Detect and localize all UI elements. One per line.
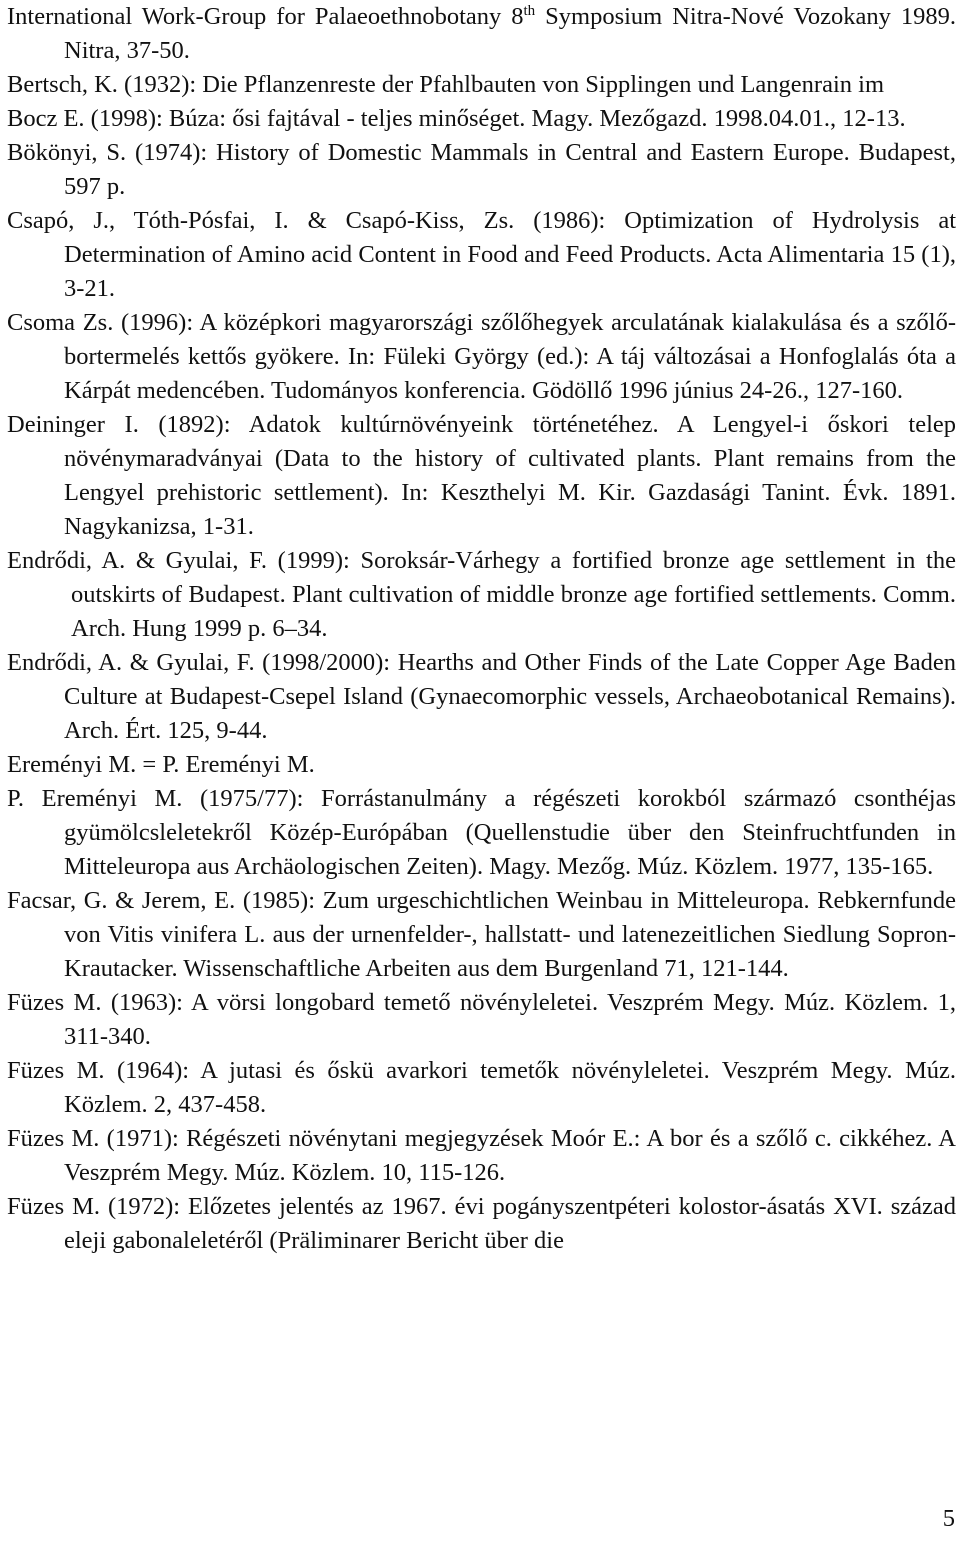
reference-entry: Deininger I. (1892): Adatok kultúrnövényeink történetéhez. A Lengyel-i őskori telep növénymaradványai (Data to the history of cultivated plants. Plant remains from the Lengyel prehistoric settlement). In: Keszthelyi M. Kir. Gazdasági Tanint. Évk. 1891. Nagykanizsa, 1-31. [7,411,956,540]
reference-list [7,0,956,1258]
reference-entry: Csoma Zs. (1996): A középkori magyarországi szőlőhegyek arculatának kialakulása és a szőlő-bortermelés kettős gyökere. In: Füleki György (ed.): A táj változásai a Honfoglalás óta a Kárpát medencében. Tudományos konferencia. Gödöllő 1996 június 24-26., 127-160. [7,309,956,404]
reference-entry: Füzes M. (1964): A jutasi és őskü avarkori temetők növényleletei. Veszprém Megy. Múz. Közlem. 2, 437-458. [7,1057,956,1118]
page-number: 5 [942,1505,955,1532]
reference-entry: Endrődi, A. & Gyulai, F. (1998/2000): Hearths and Other Finds of the Late Copper Age Baden Culture at Budapest-Csepel Island (Gynaecomorphic vessels, Archaeobotanical Remains). Arch. Ért. 125, 9-44. [7,649,956,744]
reference-entry: Füzes M. (1971): Régészeti növénytani megjegyzések Moór E.: A bor és a szőlő c. cikkéhez. A Veszprém Megy. Múz. Közlem. 10, 115-126. [7,1125,956,1186]
reference-entry: P. Ereményi M. (1975/77): Forrástanulmány a régészeti korokból származó csonthéjas gyümölcsleletekről Közép-Európában (Quellenstudie über den Steinfruchtfunden in Mitteleuropa aus Archäologischen Zeiten). Magy. Mezőg. Múz. Közlem. 1977, 135-165. [7,785,956,880]
reference-entry: International Work-Group for Palaeoethnobotany 8th Symposium Nitra-Nové Vozokany 1989. Nitra, 37-50. [7,3,956,64]
reference-entry: Ereményi M. = P. Ereményi M. [7,751,315,778]
reference-entry: Bökönyi, S. (1974): History of Domestic Mammals in Central and Eastern Europe. Budapest, 597 p. [7,139,956,200]
reference-entry: Csapó, J., Tóth-Pósfai, I. & Csapó-Kiss, Zs. (1986): Optimization of Hydrolysis at Determination of Amino acid Content in Food and Feed Products. Acta Alimentaria 15 (1), 3-21. [7,207,956,302]
reference-entry: Füzes M. (1972): Előzetes jelentés az 1967. évi pogányszentpéteri kolostor-ásatás XVI. század eleji gabonaleletéről (Präliminarer Bericht über die [7,1193,956,1254]
reference-entry: Endrődi, A. & Gyulai, F. (1999): Soroksár-Várhegy a fortified bronze age settlement in the outskirts of Budapest. Plant cultivation of middle bronze age fortified settlements. Comm. Arch. Hung 1999 p. 6–34. [7,547,956,642]
reference-entry: Füzes M. (1963): A vörsi longobard temető növényleletei. Veszprém Megy. Múz. Közlem. 1, 311-340. [7,989,956,1050]
reference-entry: Bocz E. (1998): Búza: ősi fajtával - teljes minőséget. Magy. Mezőgazd. 1998.04.01., 12-13. [7,105,906,132]
reference-entry: Facsar, G. & Jerem, E. (1985): Zum urgeschichtlichen Weinbau in Mitteleuropa. Rebkernfunde von Vitis vinifera L. aus der urnenfelder-, hallstatt- und latenezeitlichen Siedlung Sopron-Krautacker. Wissenschaftliche Arbeiten aus dem Burgenland 71, 121-144. [7,887,956,982]
reference-entry: Bertsch, K. (1932): Die Pflanzenreste der Pfahlbauten von Sipplingen und Langenrain im [7,71,885,98]
